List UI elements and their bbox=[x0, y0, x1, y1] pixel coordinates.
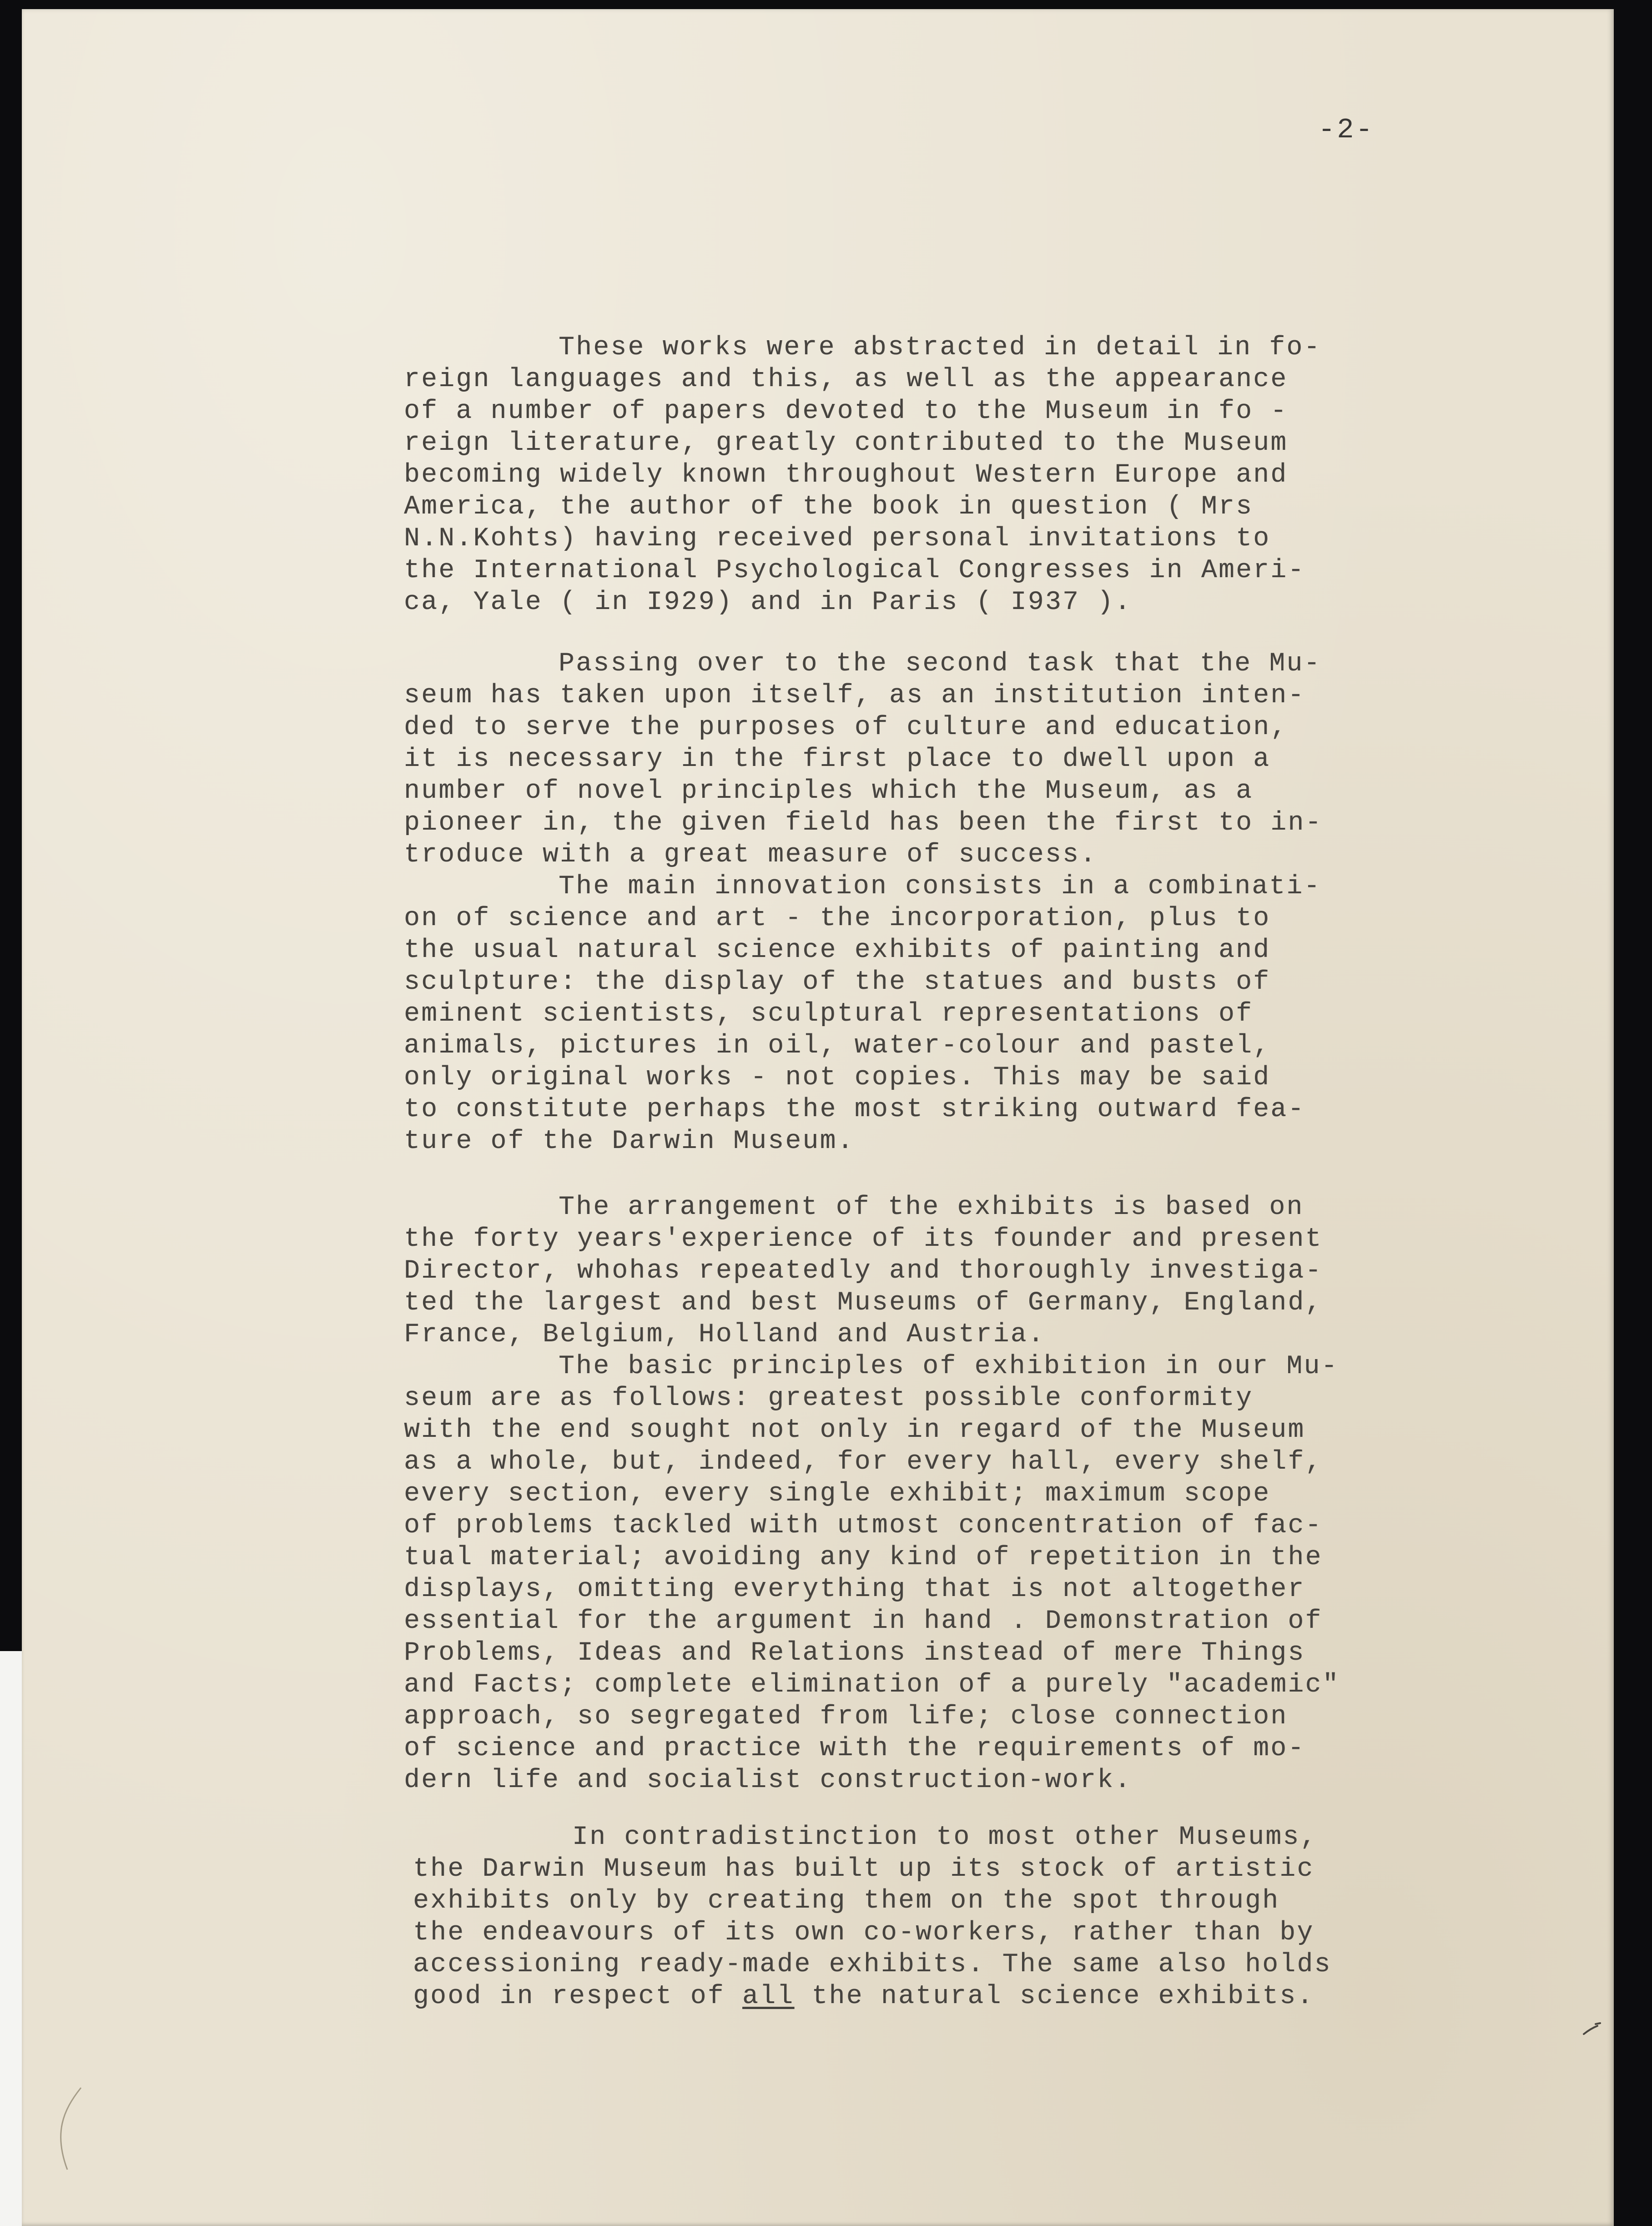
text-line: ted the largest and best Museums of Germany, England, bbox=[404, 1288, 1323, 1318]
text-line: ca, Yale ( in I929) and in Paris ( I937 ). bbox=[404, 588, 1132, 617]
text-line: The basic principles of exhibition in our Mu- bbox=[559, 1352, 1339, 1381]
text-line: displays, omitting everything that is not altogether bbox=[404, 1575, 1305, 1604]
text-line: accessioning ready-made exhibits. The same also holds bbox=[413, 1950, 1332, 1979]
body-text bbox=[22, 9, 1614, 2226]
text-line: eminent scientists, sculptural representations of bbox=[404, 999, 1254, 1029]
text-line: troduce with a great measure of success. bbox=[404, 840, 1098, 870]
text-line: to constitute perhaps the most striking outward fea- bbox=[404, 1095, 1305, 1124]
text-line: In contradistinction to most other Museums, bbox=[572, 1823, 1318, 1852]
text-line: and Facts; complete elimination of a purely "academic" bbox=[404, 1670, 1340, 1700]
pencil-mark-icon bbox=[1582, 2020, 1609, 2038]
text-line: animals, pictures in oil, water-colour and pastel, bbox=[404, 1031, 1271, 1061]
scan-edge-strip bbox=[0, 1651, 22, 2226]
text-line: the usual natural science exhibits of painting and bbox=[404, 936, 1271, 965]
text-line: These works were abstracted in detail in fo- bbox=[559, 333, 1321, 363]
text-line: exhibits only by creating them on the spot through bbox=[413, 1886, 1280, 1916]
typewritten-page bbox=[22, 9, 1614, 2226]
text-line: approach, so segregated from life; close connection bbox=[404, 1702, 1288, 1732]
text-segment: the natural science exhibits. bbox=[794, 1982, 1315, 2011]
text-line: reign languages and this, as well as the appearance bbox=[404, 365, 1288, 394]
text-line: only original works - not copies. This may be said bbox=[404, 1063, 1271, 1093]
text-line: number of novel principles which the Museum, as a bbox=[404, 776, 1254, 806]
text-line: Problems, Ideas and Relations instead of mere Things bbox=[404, 1638, 1305, 1668]
text-line: becoming widely known throughout Western Europe and bbox=[404, 460, 1288, 490]
text-line: on of science and art - the incorporation, plus to bbox=[404, 904, 1271, 933]
text-segment: good in respect of bbox=[413, 1982, 743, 2011]
text-line: Passing over to the second task that the Mu- bbox=[559, 649, 1321, 679]
text-line: as a whole, but, indeed, for every hall, every shelf, bbox=[404, 1447, 1323, 1477]
text-line: ded to serve the purposes of culture and education, bbox=[404, 713, 1288, 742]
text-line: every section, every single exhibit; maximum scope bbox=[404, 1479, 1271, 1509]
page-fold-icon bbox=[49, 2083, 86, 2174]
text-line: it is necessary in the first place to dwell upon a bbox=[404, 745, 1271, 774]
text-line: dern life and socialist construction-work. bbox=[404, 1766, 1132, 1795]
text-line: America, the author of the book in question ( Mrs bbox=[404, 492, 1254, 522]
text-line-last bbox=[413, 1981, 1315, 2013]
text-line: The arrangement of the exhibits is based on bbox=[559, 1193, 1304, 1222]
text-line: Director, whohas repeatedly and thoroughly investiga- bbox=[404, 1256, 1323, 1286]
text-line: of problems tackled with utmost concentration of fac- bbox=[404, 1511, 1323, 1541]
text-line: with the end sought not only in regard of the Museum bbox=[404, 1415, 1305, 1445]
text-line: of science and practice with the requirements of mo- bbox=[404, 1734, 1305, 1763]
underlined-word: all bbox=[742, 1982, 795, 2011]
text-line: sculpture: the display of the statues and busts of bbox=[404, 967, 1271, 997]
text-line: the International Psychological Congresses in Ameri- bbox=[404, 556, 1305, 585]
text-line: reign literature, greatly contributed to the Museum bbox=[404, 428, 1288, 458]
page-number: -2- bbox=[1318, 114, 1375, 146]
text-line: tual material; avoiding any kind of repetition in the bbox=[404, 1543, 1323, 1572]
text-line: essential for the argument in hand . Demonstration of bbox=[404, 1607, 1323, 1636]
text-line: seum has taken upon itself, as an institution inten- bbox=[404, 681, 1305, 710]
text-line: France, Belgium, Holland and Austria. bbox=[404, 1320, 1045, 1350]
text-line: the endeavours of its own co-workers, rather than by bbox=[413, 1918, 1315, 1948]
text-line: of a number of papers devoted to the Museum in fo - bbox=[404, 397, 1288, 426]
text-line: pioneer in, the given field has been the first to in- bbox=[404, 808, 1323, 838]
text-line: ture of the Darwin Museum. bbox=[404, 1127, 855, 1156]
text-line: N.N.Kohts) having received personal invitations to bbox=[404, 524, 1271, 554]
text-line: the Darwin Museum has built up its stock of artistic bbox=[413, 1854, 1315, 1884]
text-line: The main innovation consists in a combinati- bbox=[559, 872, 1321, 901]
text-line: the forty years'experience of its founder and present bbox=[404, 1224, 1323, 1254]
text-line: seum are as follows: greatest possible conformity bbox=[404, 1384, 1254, 1413]
